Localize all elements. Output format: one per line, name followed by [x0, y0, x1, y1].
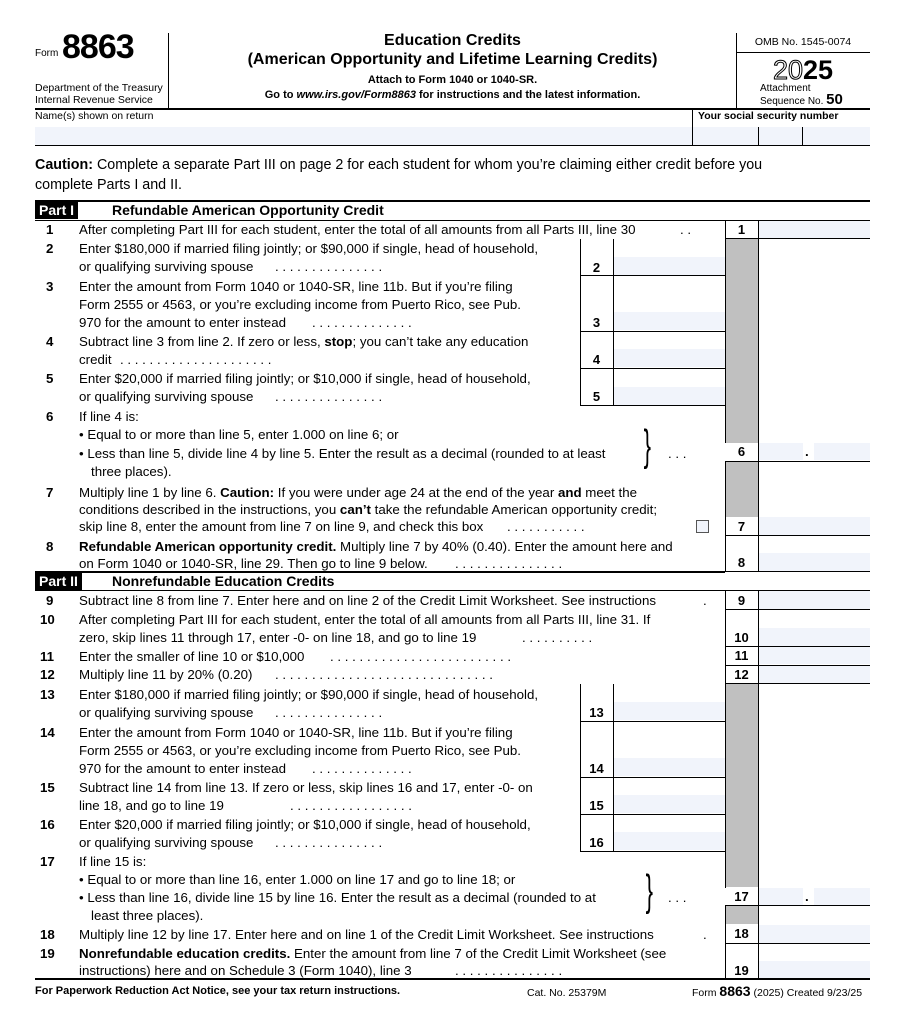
- line-3-amount-input[interactable]: [614, 312, 725, 330]
- line-4-amount-input[interactable]: [614, 349, 725, 367]
- caution-note: Caution: Complete a separate Part III on page 2 for each student for whom you’re claiming either credit before you complete Parts I and II.: [35, 157, 763, 193]
- header-divider-left: [168, 33, 169, 108]
- footer-form-id: Form 8863 (2025) Created 9/23/25: [692, 983, 863, 999]
- line-7-under-24-checkbox[interactable]: [696, 520, 709, 533]
- brace-icon: }: [643, 421, 652, 470]
- name-label: Name(s) shown on return: [35, 110, 154, 122]
- line-12-amount-input[interactable]: [759, 666, 870, 683]
- dept-line1: Department of the Treasury: [35, 82, 163, 94]
- line-14-amount-input[interactable]: [614, 758, 725, 776]
- line-17-decimal-input[interactable]: [814, 888, 870, 905]
- line-18-amount-input[interactable]: [759, 925, 870, 943]
- line-19-amount-input[interactable]: [759, 961, 870, 978]
- part2-title: Nonrefundable Education Credits: [112, 573, 335, 589]
- ssn-input[interactable]: [693, 127, 870, 145]
- part1-tag: Part I: [35, 202, 78, 219]
- shaded-column: [725, 461, 758, 517]
- ssn-divider-1: [758, 127, 759, 145]
- form-number: 8863: [62, 28, 134, 66]
- brace-icon: }: [645, 866, 654, 915]
- form-subtitle: (American Opportunity and Lifetime Learning Credits): [247, 51, 658, 68]
- tax-year: 2025: [772, 55, 834, 85]
- catalog-number: Cat. No. 25379M: [527, 987, 607, 999]
- line-7-amount-input[interactable]: [759, 517, 870, 535]
- shaded-column: [725, 239, 758, 443]
- line-6-integer-input[interactable]: [759, 443, 803, 460]
- decimal-point: .: [805, 444, 809, 459]
- form-title: Education Credits: [384, 32, 521, 49]
- decimal-point: .: [805, 889, 809, 904]
- form-label: Form: [35, 48, 59, 59]
- line-1-box-label: 1: [737, 222, 746, 237]
- line-17-integer-input[interactable]: [759, 888, 803, 905]
- line-8-amount-input[interactable]: [759, 553, 870, 571]
- line-6-decimal-input[interactable]: [814, 443, 870, 460]
- dept-line2: Internal Revenue Service: [35, 94, 153, 106]
- line-16-amount-input[interactable]: [614, 832, 725, 850]
- part2-tag: Part II: [35, 573, 82, 590]
- shaded-column: [725, 905, 758, 924]
- omb-number: OMB No. 1545-0074: [754, 36, 852, 48]
- line-5-amount-input[interactable]: [614, 387, 725, 405]
- attachment-label: Attachment: [760, 83, 811, 94]
- name-input[interactable]: [35, 127, 692, 145]
- irs-link[interactable]: www.irs.gov/Form8863: [296, 89, 416, 101]
- line-1-amount-input[interactable]: [759, 221, 870, 238]
- line-9-amount-input[interactable]: [759, 591, 870, 609]
- paperwork-notice: For Paperwork Reduction Act Notice, see your tax return instructions.: [35, 985, 401, 997]
- shaded-column: [725, 684, 758, 887]
- sequence-number: 50: [826, 91, 843, 108]
- part1-title: Refundable American Opportunity Credit: [112, 202, 384, 218]
- attach-note: Attach to Form 1040 or 1040-SR.: [367, 74, 538, 86]
- line-15-amount-input[interactable]: [614, 795, 725, 813]
- line-13-amount-input[interactable]: [614, 702, 725, 720]
- line-11-amount-input[interactable]: [759, 647, 870, 664]
- line-2-amount-input[interactable]: [614, 257, 725, 275]
- ssn-divider-2: [802, 127, 803, 145]
- goto-note: Go to www.irs.gov/Form8863 for instructions and the latest information.: [264, 89, 641, 101]
- sequence-label: Sequence No. 50: [760, 91, 843, 108]
- line-10-amount-input[interactable]: [759, 628, 870, 646]
- ssn-label: Your social security number: [698, 110, 839, 122]
